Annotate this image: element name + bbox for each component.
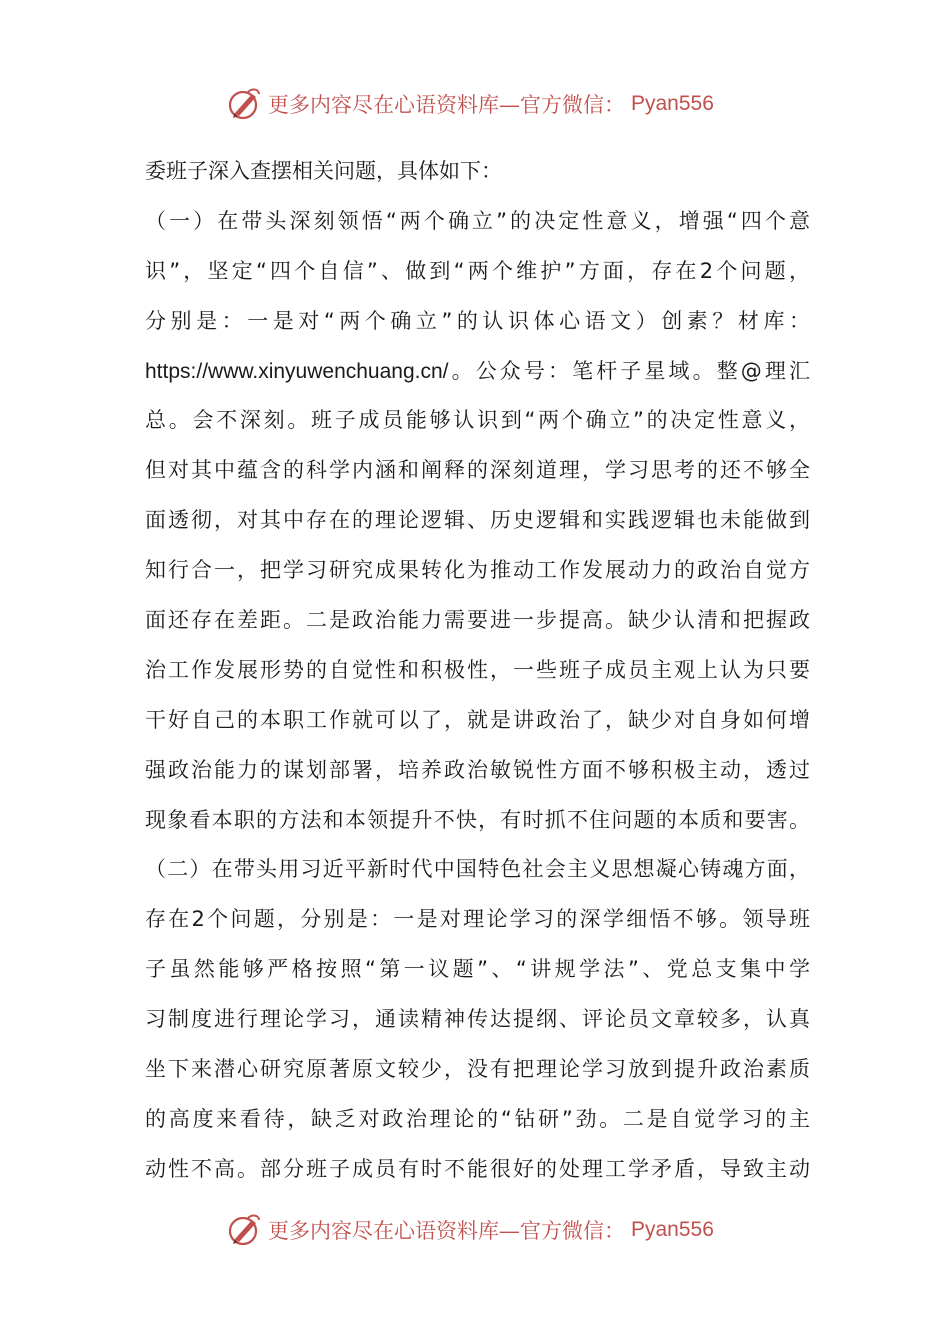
text-line: 强政治能力的谋划部署，培养政治敏锐性方面不够积极主动，透过 <box>145 757 810 782</box>
text-line: 现象看本职的方法和本领提升不快，有时抓不住问题的本质和要害。 <box>145 807 810 832</box>
document-body <box>145 147 810 1195</box>
footer-watermark-banner <box>226 1210 714 1250</box>
banner-wechat-id: Pyan556 <box>631 92 714 115</box>
text-line: （二）在带头用习近平新时代中国特色社会主义思想凝心铸魂方面， <box>145 857 810 882</box>
text-line: 面透彻，对其中存在的理论逻辑、历史逻辑和实践逻辑也未能做到 <box>145 508 810 533</box>
header-watermark-banner <box>226 84 714 124</box>
url-line-rest: 。公众号：笔杆子星域。整@理汇 <box>448 358 810 383</box>
text-line: 坐下来潜心研究原著原文较少，没有把理论学习放到提升政治素质 <box>145 1057 810 1082</box>
text-line: 治工作发展形势的自觉性和积极性，一些班子成员主观上认为只要 <box>145 657 810 682</box>
url-line <box>145 347 810 397</box>
banner-text: 更多内容尽在心语资料库—官方微信： <box>268 93 625 117</box>
text-line: 动性不高。部分班子成员有时不能很好的处理工学矛盾，导致主动 <box>145 1156 810 1181</box>
text-line: （一）在带头深刻领悟“两个确立”的决定性意义，增强“四个意 <box>145 208 810 233</box>
text-line: 习制度进行理论学习，通读精神传达提纲、评论员文章较多，认真 <box>145 1007 810 1032</box>
text-line: 委班子深入查摆相关问题，具体如下： <box>145 159 502 183</box>
text-line: 干好自己的本职工作就可以了，就是讲政治了，缺少对自身如何增 <box>145 707 810 732</box>
text-line: 知行合一，把学习研究成果转化为推动工作发展动力的政治自觉方 <box>145 558 810 583</box>
banner-wechat-id: Pyan556 <box>631 1218 714 1241</box>
pen-logo-icon <box>226 86 262 122</box>
banner-text: 更多内容尽在心语资料库—官方微信： <box>268 1219 625 1243</box>
text-line: 分别是：一是对“两个确立”的认识体心语文）创素？材库： <box>145 308 810 333</box>
text-line: 总。会不深刻。班子成员能够认识到“两个确立”的决定性意义， <box>145 408 810 433</box>
text-line: 识”，坚定“四个自信”、做到“两个维护”方面，存在2个问题， <box>145 258 810 283</box>
website-link[interactable]: https://www.xinyuwenchuang.cn/ <box>145 359 449 383</box>
text-line: 面还存在差距。二是政治能力需要进一步提高。缺少认清和把握政 <box>145 608 810 633</box>
pen-logo-icon <box>226 1212 262 1248</box>
text-line: 子虽然能够严格按照“第一议题”、“讲规学法”、党总支集中学 <box>145 957 810 982</box>
text-line: 但对其中蕴含的科学内涵和阐释的深刻道理，学习思考的还不够全 <box>145 458 810 483</box>
text-line: 的高度来看待，缺乏对政治理论的“钻研”劲。二是自觉学习的主 <box>145 1106 810 1131</box>
text-line: 存在2个问题，分别是：一是对理论学习的深学细悟不够。领导班 <box>145 907 810 932</box>
